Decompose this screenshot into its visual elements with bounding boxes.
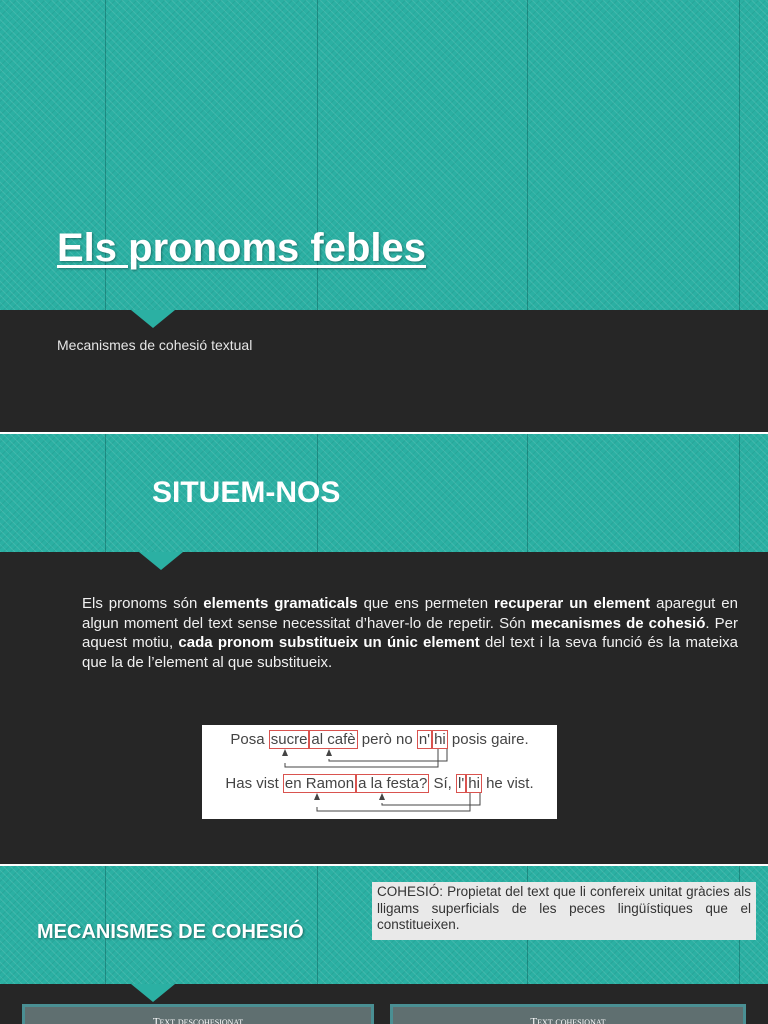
- paragraph-text: aparegut en algun moment del text sense necessitat d’haver-lo de repetir. Són: [82, 595, 738, 632]
- presentation-title: Els pronoms febles: [57, 226, 426, 270]
- slide-mecanismes: [0, 866, 768, 1024]
- slide-body-band: [0, 310, 768, 432]
- highlighted-word: a la festa?: [358, 775, 428, 792]
- paragraph-text: . Per aquest motiu,: [82, 614, 738, 651]
- arrow-head: [282, 749, 288, 756]
- paragraph-text: Els pronoms són: [82, 595, 204, 612]
- card-heading: Text descohesionat: [25, 1007, 371, 1024]
- slide-title: SITUEM-NOS: [152, 476, 341, 509]
- sentence-text: Has vist: [225, 775, 283, 792]
- bold-term: cada pronom substitueix un únic element: [178, 634, 480, 651]
- sentence-text: Sí,: [429, 775, 457, 792]
- bold-term: recuperar un element: [494, 595, 651, 612]
- arrow-line: [329, 749, 447, 761]
- highlighted-word: l': [458, 775, 465, 792]
- header-notch: [131, 310, 175, 328]
- highlighted-word: n': [418, 731, 431, 748]
- paragraph-text: del text i la seva funció és la mateixa que la de l’element al que substitueix.: [82, 634, 738, 671]
- header-notch: [139, 552, 183, 570]
- arrow-line: [285, 749, 438, 767]
- sentence-text: posis gaire.: [447, 731, 529, 748]
- arrow-line: [317, 793, 470, 811]
- card-heading: Text cohesionat: [393, 1007, 743, 1024]
- slide-situem-nos: [0, 434, 768, 864]
- example-figure: [202, 725, 557, 819]
- sentence-text: Posa: [230, 731, 269, 748]
- presentation-subtitle: Mecanismes de cohesió textual: [57, 337, 253, 353]
- highlighted-word: en Ramon: [284, 775, 355, 792]
- reference-arrows: [202, 725, 557, 819]
- highlighted-word: hi: [468, 775, 480, 792]
- slide-title: MECANISMES DE COHESIÓ: [37, 921, 304, 943]
- slide-title: [0, 0, 768, 432]
- arrow-line: [382, 793, 480, 805]
- slide-header-band: [0, 434, 768, 552]
- highlighted-word: hi: [434, 731, 446, 748]
- arrow-head: [314, 793, 320, 800]
- header-notch: [131, 984, 175, 1002]
- arrow-head: [326, 749, 332, 756]
- highlighted-word: al cafè: [311, 731, 356, 748]
- definition-box: COHESIÓ: Propietat del text que li confereix unitat gràcies als lligams superficials de les peces lingüístiques que el constitueixen.: [372, 882, 756, 940]
- bold-term: elements gramaticals: [203, 595, 358, 612]
- paragraph-text: que ens permeten: [357, 595, 495, 612]
- definition-paragraph: [82, 594, 738, 672]
- card-text-cohesionat: [390, 1004, 746, 1024]
- arrow-head: [379, 793, 385, 800]
- sentence-text: he vist.: [481, 775, 534, 792]
- sentence-text: però no: [357, 731, 417, 748]
- bold-term: mecanismes de cohesió: [530, 614, 706, 632]
- highlighted-word: sucre: [270, 731, 308, 748]
- card-text-descohesionat: [22, 1004, 374, 1024]
